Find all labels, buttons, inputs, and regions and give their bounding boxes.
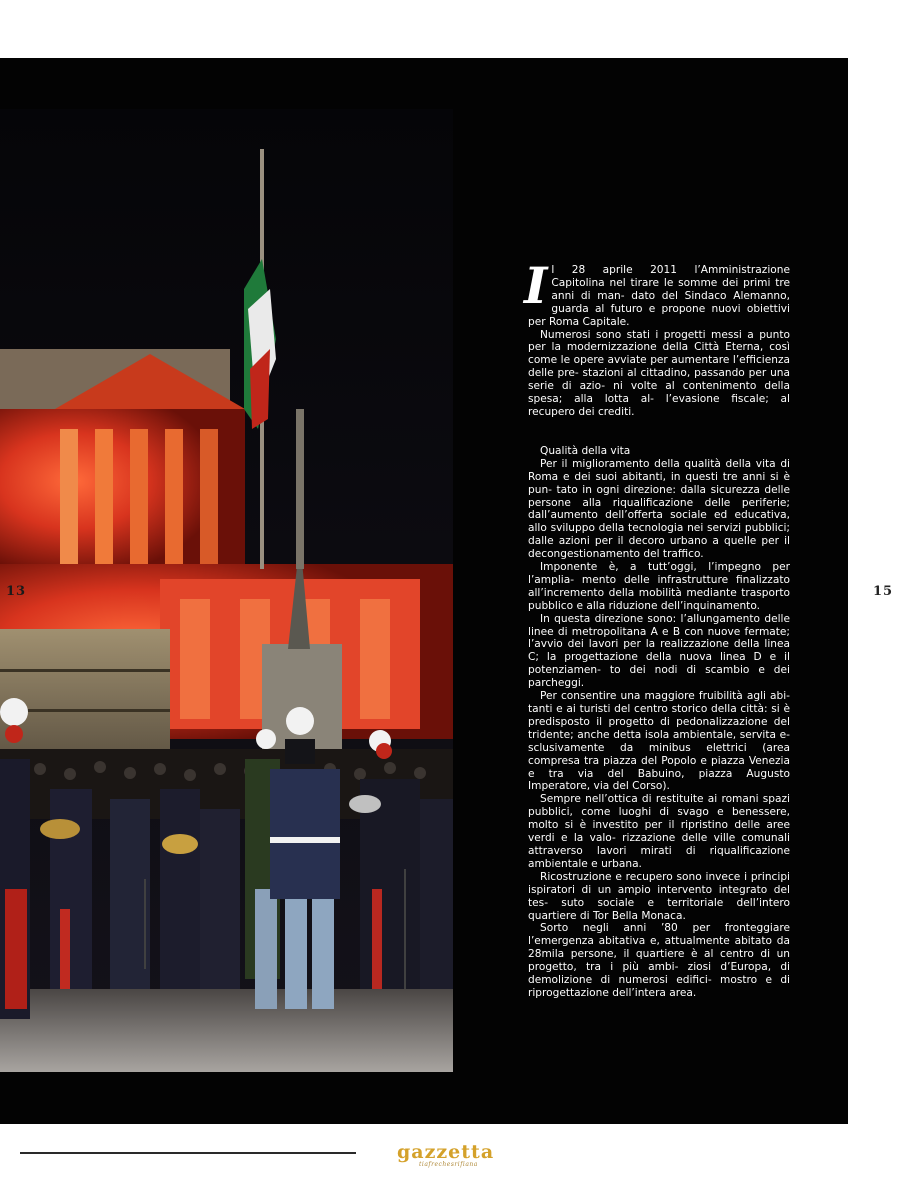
gazzetta-logo[interactable]: [397, 1138, 513, 1170]
article-paragraph: Numerosi sono stati i progetti messi a punto per la modernizzazione della Città Eterna, così come le opere avviate per aumentare l’efficienza delle pre- stazioni al cittadino, passando per una serie di azio- ni volte al contenimento della spesa; alla lotta al- l’evasione fiscale; al recupero dei crediti.: [528, 328, 790, 418]
page-number-left: 13: [6, 584, 27, 599]
article-paragraph: Ricostruzione e recupero sono invece i principi ispiratori di un ampio intervento integrato del tes- suto sociale e territoriale dell’intero quartiere di Tor Bella Monaca.: [528, 870, 790, 922]
footer-rule: [20, 1152, 356, 1154]
logo-wordmark: gazzetta: [397, 1141, 495, 1163]
article-paragraph: Per il miglioramento della qualità della vita di Roma e dei suoi abitanti, in questi tre anni si è pun- tato in ogni direzione: dalla sicurezza delle persone alla riqualificazione delle periferie; dall’aumento dell’offerta sociale ed educativa, allo sviluppo della tecnologia nei servizi pubblici; dalle azioni per il decoro urbano a quelle per il decongestionamento del traffico.: [528, 457, 790, 561]
article-paragraph: Imponente è, a tutt’oggi, l’impegno per l’amplia- mento delle infrastrutture finalizzato all’incremento della mobilità mediante trasporto pubblico e alla riduzione dell’inquinamento.: [528, 561, 790, 612]
section-subhead: Qualità della vita: [540, 444, 631, 457]
page-number-right: 15: [873, 584, 894, 599]
photo-vittoriano-band-night: [0, 109, 453, 1072]
article-paragraph: Sorto negli anni ’80 per fronteggiare l’emergenza abitativa e, attualmente abitato da 28mila persone, il quartiere è al centro di un progetto, tra i più ambi- ziosi d’Europa, di demolizione di numerosi edifici- mostro e di riprogettazione dell’intera area.: [528, 922, 790, 999]
article-paragraph: Sempre nell’ottica di restituite ai romani spazi pubblici, come luoghi di svago e benessere, molto si è investito per il ripristino delle aree verdi e la valo- rizzazione delle ville comunali attraverso lavori mirati di riqualificazione ambientale e urbana.: [528, 793, 790, 870]
article-column: [524, 256, 790, 1000]
logo-tagline: tiafrechesrifiana: [419, 1161, 478, 1168]
article-paragraph: Per consentire una maggiore fruibilità agli abi- tanti e ai turisti del centro storico della città: si è predisposto il progetto di pedonalizzazione del tridente; anche detta isola ambientale, servita e- sclusivamente da minibus elettrici (area compresa tra piazza del Popolo e piazza Venezia e tra via del Babuino, piazza Augusto Imperatore, via del Corso).: [528, 690, 790, 793]
article-paragraph: In questa direzione sono: l’allungamento delle linee di metropolitana A e B con nuove fermate; l’avvio dei lavori per la realizzazione della linea C; la progettazione della nuova linea D e il potenziamen- to dei nodi di scambio e dei parcheggi.: [528, 612, 790, 690]
drop-cap: I: [524, 256, 548, 315]
article-paragraph: l 28 aprile 2011 l’Amministrazione Capitolina nel tirare le somme dei primi tre anni di man- dato del Sindaco Alemanno, guarda al futuro e propone nuovi obiettivi per Roma Capitale.: [528, 264, 790, 328]
